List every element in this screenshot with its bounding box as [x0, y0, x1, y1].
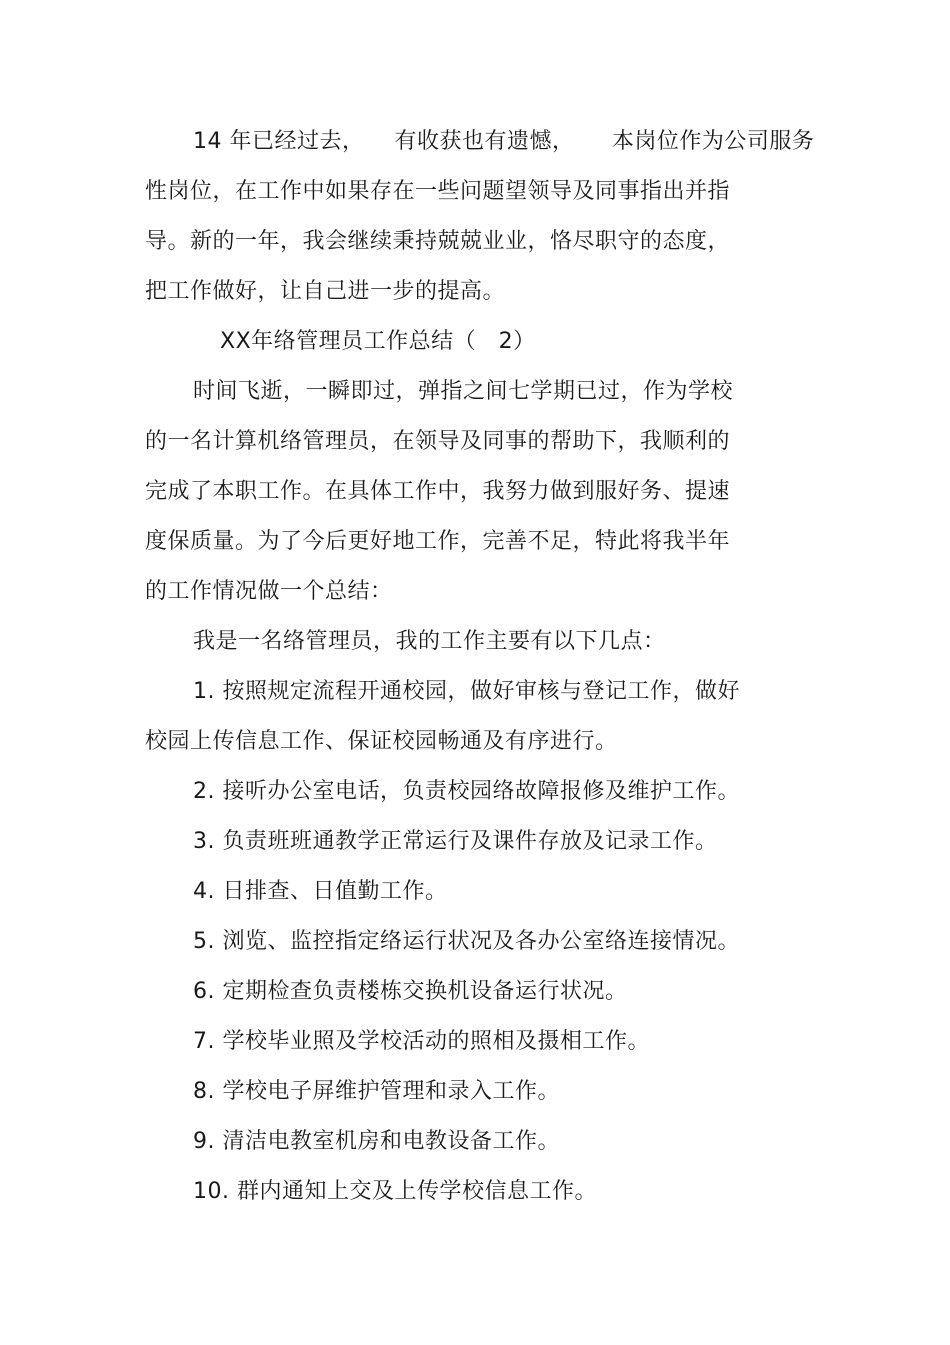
list-item-1-line-1: 1. 按照规定流程开通校园，做好审核与登记工作，做好 — [193, 679, 740, 704]
list-item-2: 2. 接听办公室电话，负责校园络故障报修及维护工作。 — [193, 779, 740, 804]
list-item-9: 9. 清洁电教室机房和电教设备工作。 — [193, 1129, 560, 1154]
paragraph-2-line-3: 完成了本职工作。在具体工作中，我努力做到服好务、提速 — [145, 479, 731, 504]
section-heading: XX年络管理员工作总结（ 2） — [220, 329, 536, 354]
list-item-4: 4. 日排查、日值勤工作。 — [193, 879, 448, 904]
list-item-5: 5. 浏览、监控指定络运行状况及各办公室络连接情况。 — [193, 929, 740, 954]
paragraph-1-line-3: 导。新的一年，我会继续秉持兢兢业业，恪尽职守的态度， — [145, 229, 731, 254]
paragraph-1-line-2: 性岗位，在工作中如果存在一些问题望领导及同事指出并指 — [145, 179, 731, 204]
paragraph-2-line-5: 的工作情况做一个总结： — [145, 579, 393, 604]
paragraph-2-line-4: 度保质量。为了今后更好地工作，完善不足，特此将我半年 — [145, 529, 731, 554]
paragraph-2-line-1: 时间飞逝，一瞬即过，弹指之间七学期已过，作为学校 — [193, 379, 734, 404]
list-item-10: 10. 群内通知上交及上传学校信息工作。 — [193, 1179, 597, 1204]
list-item-7: 7. 学校毕业照及学校活动的照相及摄相工作。 — [193, 1029, 650, 1054]
paragraph-1-line-1: 14 年已经过去， 有收获也有遗憾， 本岗位作为公司服务 — [193, 129, 815, 154]
list-item-8: 8. 学校电子屏维护管理和录入工作。 — [193, 1079, 560, 1104]
paragraph-2-line-2: 的一名计算机络管理员，在领导及同事的帮助下，我顺利的 — [145, 429, 731, 454]
list-item-1-line-2: 校园上传信息工作、保证校园畅通及有序进行。 — [145, 729, 618, 754]
paragraph-1-line-4: 把工作做好，让自己进一步的提高。 — [145, 279, 506, 304]
list-item-6: 6. 定期检查负责楼栋交换机设备运行状况。 — [193, 979, 628, 1004]
intro-line: 我是一名络管理员，我的工作主要有以下几点： — [193, 629, 666, 654]
list-item-3: 3. 负责班班通教学正常运行及课件存放及记录工作。 — [193, 829, 718, 854]
